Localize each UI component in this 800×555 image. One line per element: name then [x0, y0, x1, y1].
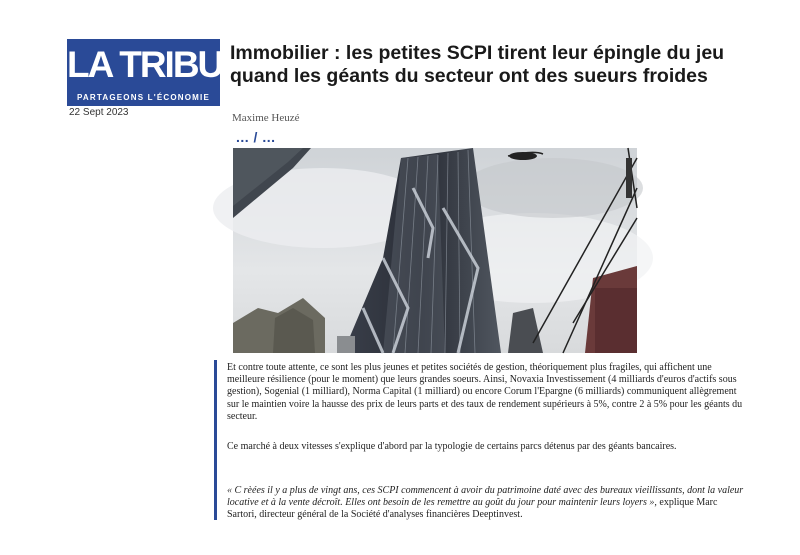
- article-paragraph-1: Et contre toute attente, ce sont les plus jeunes et petites sociétés de gestion, théoriquement plus fragiles, qui affichent une meilleure résilience (pour le moment) que leurs grandes soeurs. Ainsi, Novaxia Investissement (4 milliards d'euros d'actifs sous gestion), Sogenial (1 milliard), Norma Capital (1 milliard) ou encore Corum l'Epargne (6 milliards) communiquent allègrement sur le maintien voire la hausse des prix de leurs parts et des taux de rendement supérieurs à 5%, contre 2 à 5% pour les géants du secteur.: [227, 362, 743, 422]
- logo-wordmark: LA TRIBUNE: [67, 44, 270, 85]
- logo-tagline: PARTAGEONS L'ÉCONOMIE: [76, 93, 211, 102]
- article-headline: Immobilier : les petites SCPI tirent leur épingle du jeu quand les géants du secteur ont des sueurs froides: [230, 42, 725, 87]
- la-tribune-logo[interactable]: [67, 39, 270, 106]
- publication-date: 22 Sept 2023: [69, 107, 129, 118]
- article-photo: [233, 148, 637, 353]
- breadcrumb: ... / ...: [236, 129, 276, 145]
- article-body-rule: [214, 360, 217, 520]
- skyscraper-photo-icon: [233, 148, 637, 353]
- article-paragraph-3: [227, 485, 747, 522]
- article-author: Maxime Heuzé: [232, 112, 300, 124]
- quote-attribution: , explique Marc Sartori, directeur général de la Société d'analyses financières Deeptinvest.: [227, 497, 718, 521]
- article-quote: « C rèées il y a plus de vingt ans, ces SCPI commencent à avoir du patrimoine daté avec des bureaux vieillissants, dont la valeur locative et à la vente décroît. Elles ont besoin de les remettre au goût du jour pour maintenir leurs loyers »: [227, 485, 744, 509]
- article-paragraph-2: Ce marché à deux vitesses s'explique d'abord par la typologie de certains parcs détenus par des géants bancaires.: [227, 441, 677, 452]
